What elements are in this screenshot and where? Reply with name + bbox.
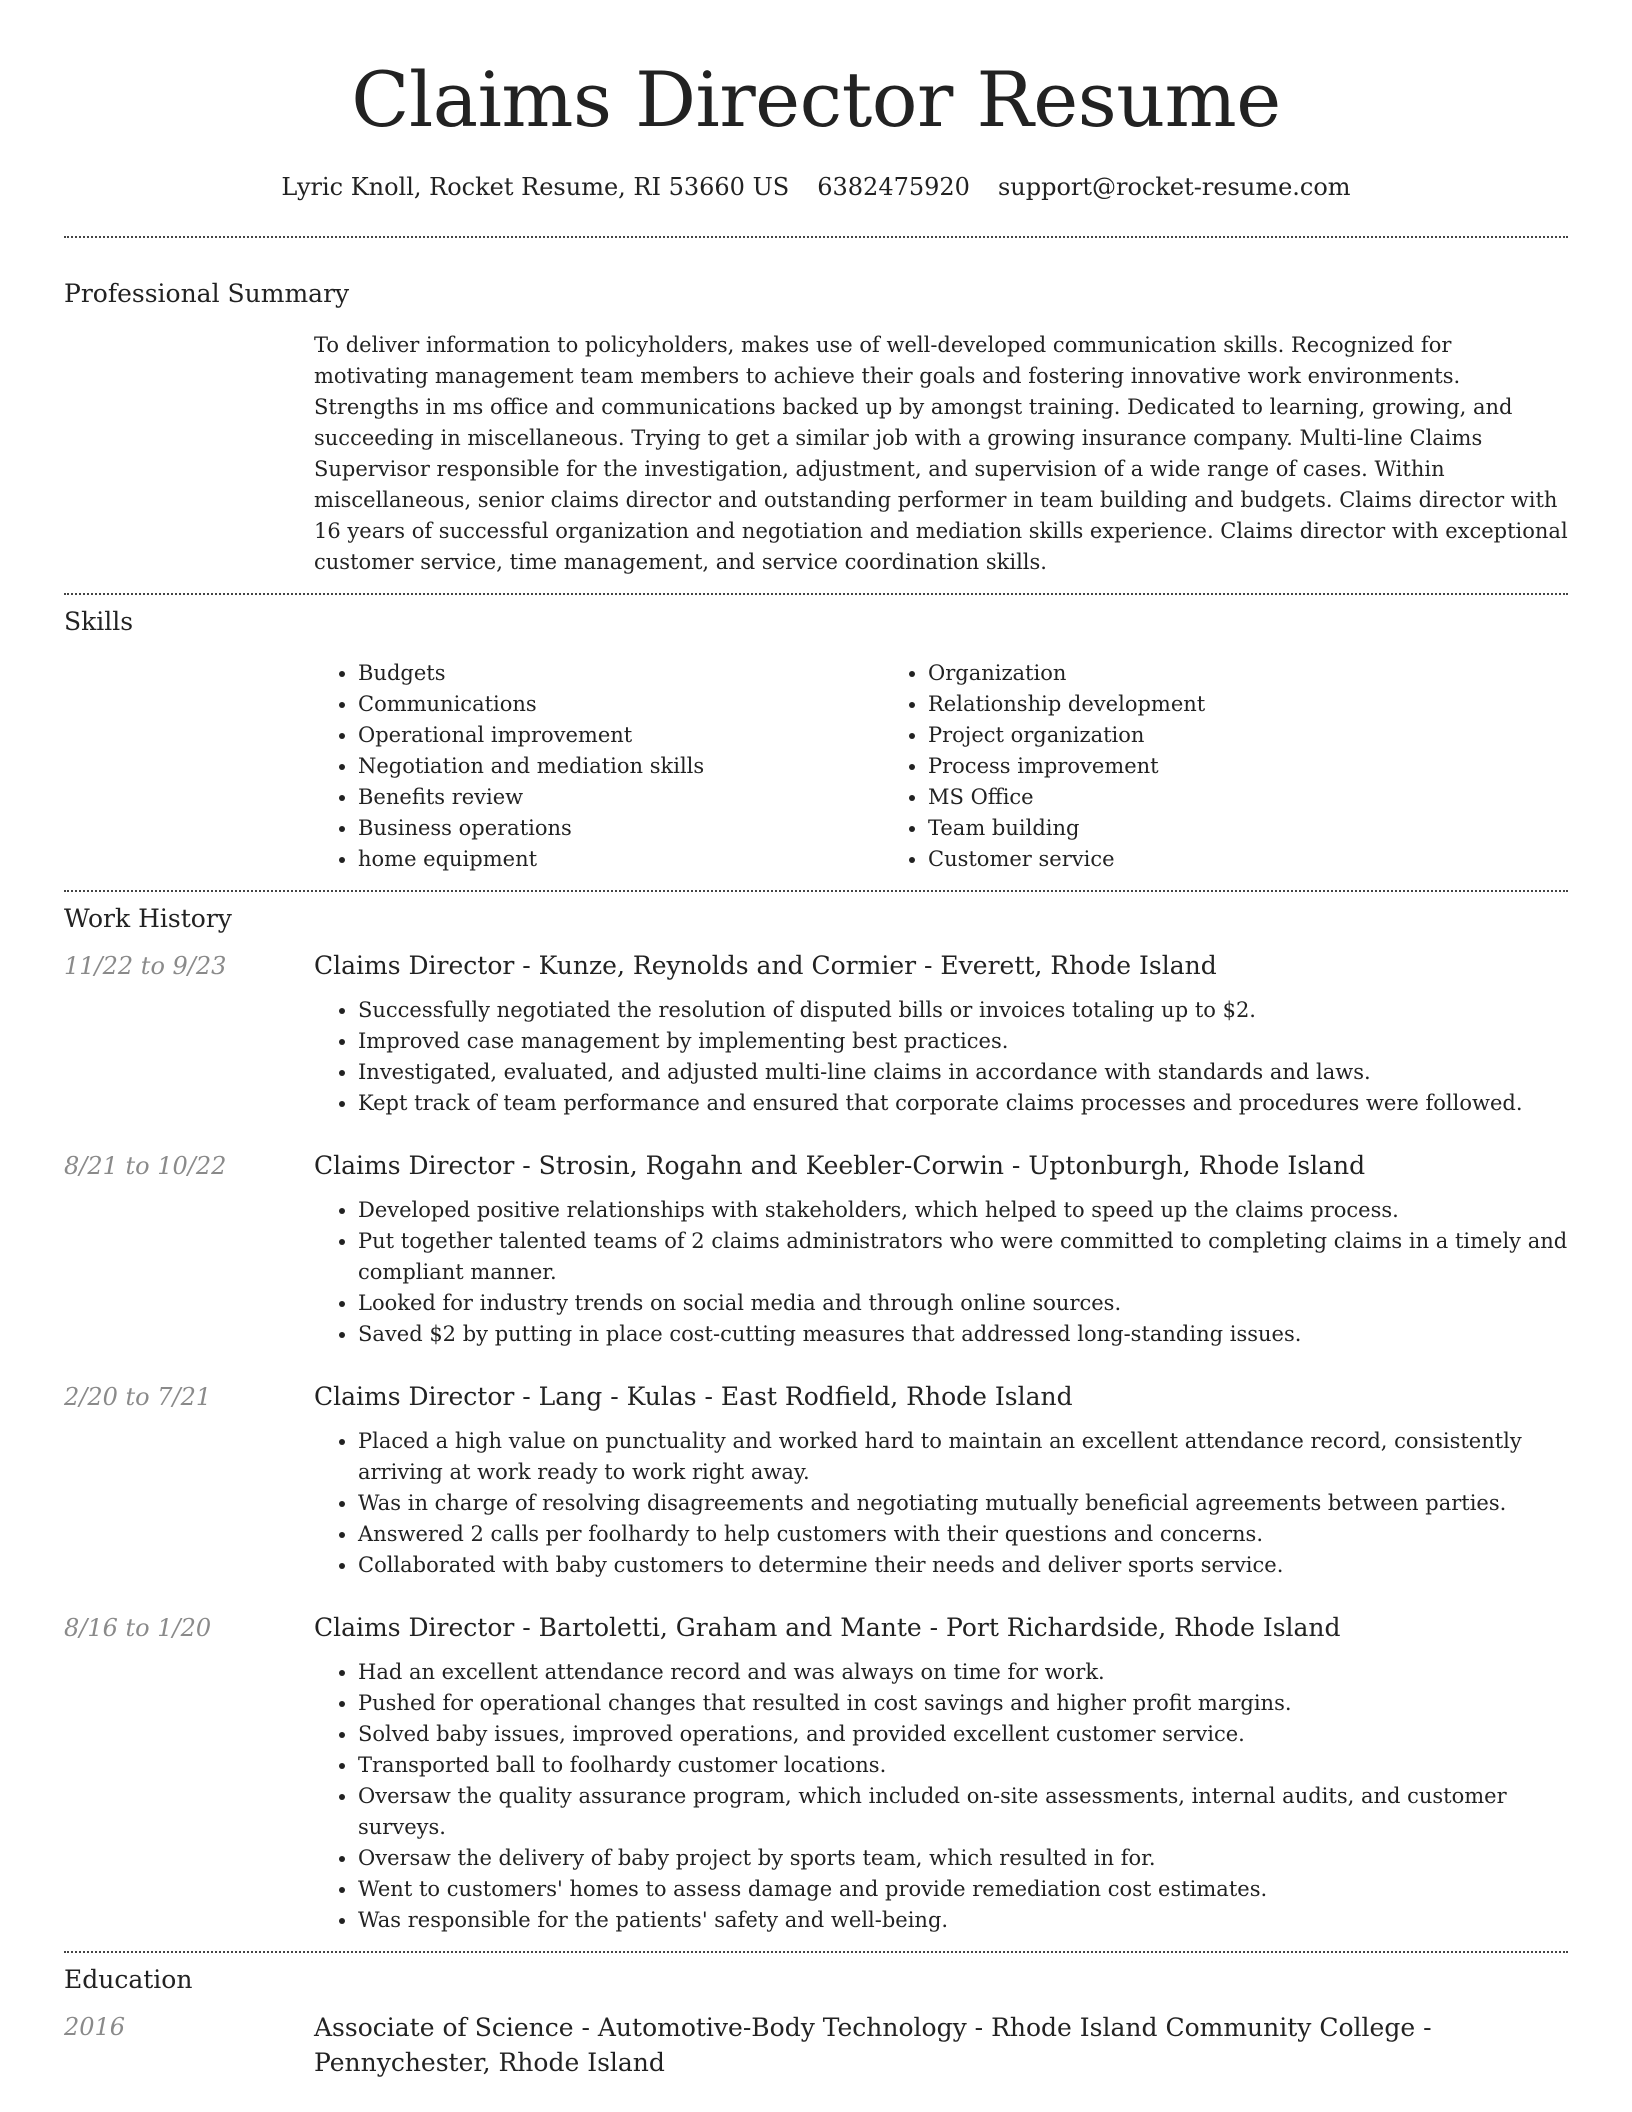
job-title: Claims Director - Strosin, Rogahn and Keebler-Corwin - Uptonburgh, Rhode Island <box>314 1151 1366 1180</box>
summary-text: To deliver information to policyholders, makes use of well-developed communication skills. Recognized for motivating management team members to achieve their goals and fostering innovative work environments. Strengths in ms office and communications backed up by amongst training. Dedicated to learning, growing, and succeeding in miscellaneous. Trying to get a similar job with a growing insurance company. Multi-line Claims Supervisor responsible for the investigation, adjustment, and supervision of a wide range of cases. Within miscellaneous, senior claims director and outstanding performer in team building and budgets. Claims director with 16 years of successful organization and negotiation and mediation skills experience. Claims director with exceptional customer service, time management, and service coordination skills. <box>314 333 1568 574</box>
job-bullet: • Solved baby issues, improved operations, and provided excellent customer service. <box>358 1719 1568 1750</box>
job-bullets <box>314 1426 1568 1581</box>
skill-item: • Communications <box>358 689 884 720</box>
education-heading: Education <box>64 1965 193 1994</box>
contact-address: Lyric Knoll, Rocket Resume, RI 53660 US <box>281 173 790 201</box>
summary-heading: Professional Summary <box>64 279 350 308</box>
education-year: 2016 <box>64 2013 126 2041</box>
skills-heading: Skills <box>64 607 134 636</box>
work-section <box>64 903 1568 1936</box>
work-heading: Work History <box>64 904 232 933</box>
skill-item: • Project organization <box>928 720 1484 751</box>
job-bullet: • Collaborated with baby customers to determine their needs and deliver sports service. <box>358 1550 1568 1581</box>
job-bullet: • Went to customers' homes to assess damage and provide remediation cost estimates. <box>358 1874 1568 1905</box>
skills-list-right <box>884 658 1484 875</box>
education-title: Associate of Science - Automotive-Body Technology - Rhode Island Community College - Pennychester, Rhode Island <box>314 2013 1432 2077</box>
job-dates: 8/21 to 10/22 <box>64 1152 227 1180</box>
skill-item: • Negotiation and mediation skills <box>358 751 884 782</box>
job-bullet: • Put together talented teams of 2 claims administrators who were committed to completing claims in a timely and compliant manner. <box>358 1226 1568 1288</box>
contact-line <box>64 172 1568 202</box>
skill-item: • Team building <box>928 813 1484 844</box>
skill-item: • Organization <box>928 658 1484 689</box>
divider <box>64 1951 1568 1953</box>
skill-item: • Process improvement <box>928 751 1484 782</box>
job-bullet: • Kept track of team performance and ensured that corporate claims processes and procedures were followed. <box>358 1088 1568 1119</box>
job-bullet: • Was in charge of resolving disagreements and negotiating mutually beneficial agreements between parties. <box>358 1488 1568 1519</box>
summary-section <box>64 278 1568 578</box>
divider <box>64 890 1568 892</box>
job-bullet: • Oversaw the delivery of baby project by sports team, which resulted in for. <box>358 1843 1568 1874</box>
job-bullet: • Successfully negotiated the resolution of disputed bills or invoices totaling up to $2. <box>358 995 1568 1026</box>
skill-item: • home equipment <box>358 844 884 875</box>
education-entry <box>64 2010 1568 2080</box>
resume-title: Claims Director Resume <box>351 55 1281 144</box>
skill-item: • Benefits review <box>358 782 884 813</box>
job-bullet: • Looked for industry trends on social media and through online sources. <box>358 1288 1568 1319</box>
job-bullet: • Pushed for operational changes that resulted in cost savings and higher profit margins. <box>358 1688 1568 1719</box>
job-bullet: • Was responsible for the patients' safety and well-being. <box>358 1905 1568 1936</box>
job-dates: 11/22 to 9/23 <box>64 952 227 980</box>
contact-phone: 6382475920 <box>817 173 970 201</box>
job-bullet: • Transported ball to foolhardy customer locations. <box>358 1750 1568 1781</box>
skills-list-left <box>314 658 884 875</box>
job-title: Claims Director - Lang - Kulas - East Rodfield, Rhode Island <box>314 1382 1073 1411</box>
skill-item: • Relationship development <box>928 689 1484 720</box>
skill-item: • Budgets <box>358 658 884 689</box>
job-bullet: • Answered 2 calls per foolhardy to help customers with their questions and concerns. <box>358 1519 1568 1550</box>
skill-item: • Customer service <box>928 844 1484 875</box>
job-entry <box>64 949 1568 1119</box>
job-title: Claims Director - Kunze, Reynolds and Cormier - Everett, Rhode Island <box>314 951 1217 980</box>
job-bullet: • Oversaw the quality assurance program, which included on-site assessments, internal audits, and customer surveys. <box>358 1781 1568 1843</box>
skill-item: • MS Office <box>928 782 1484 813</box>
skill-item: • Business operations <box>358 813 884 844</box>
job-title: Claims Director - Bartoletti, Graham and Mante - Port Richardside, Rhode Island <box>314 1613 1341 1642</box>
job-bullet: • Saved $2 by putting in place cost-cutting measures that addressed long-standing issues. <box>358 1319 1568 1350</box>
job-bullet: • Investigated, evaluated, and adjusted multi-line claims in accordance with standards and laws. <box>358 1057 1568 1088</box>
job-entry <box>64 1380 1568 1581</box>
job-bullet: • Developed positive relationships with stakeholders, which helped to speed up the claims process. <box>358 1195 1568 1226</box>
contact-email: support@rocket-resume.com <box>997 173 1351 201</box>
job-dates: 8/16 to 1/20 <box>64 1614 212 1642</box>
job-bullet: • Had an excellent attendance record and was always on time for work. <box>358 1657 1568 1688</box>
job-bullets <box>314 1657 1568 1936</box>
job-entry <box>64 1611 1568 1936</box>
skills-section <box>64 606 1568 875</box>
job-bullets <box>314 1195 1568 1350</box>
job-dates: 2/20 to 7/21 <box>64 1383 212 1411</box>
job-bullet: • Improved case management by implementing best practices. <box>358 1026 1568 1057</box>
job-bullets <box>314 995 1568 1119</box>
education-section <box>64 1964 1568 2080</box>
divider <box>64 236 1568 238</box>
skill-item: • Operational improvement <box>358 720 884 751</box>
divider <box>64 593 1568 595</box>
skills-columns <box>314 658 1568 875</box>
job-bullet: • Placed a high value on punctuality and worked hard to maintain an excellent attendance record, consistently arriving at work ready to work right away. <box>358 1426 1568 1488</box>
job-entry <box>64 1149 1568 1350</box>
